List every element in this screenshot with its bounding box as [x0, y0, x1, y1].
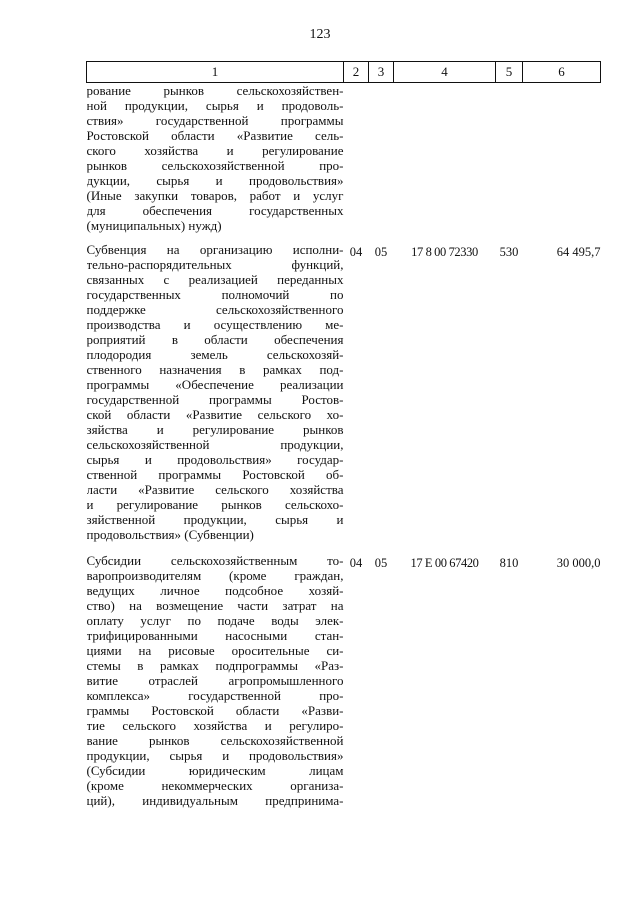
description-line: и регулирование рынков сельскохо- [86, 497, 344, 512]
subsection-code [369, 83, 394, 243]
row-description [87, 83, 344, 243]
header-col-6: 6 [523, 62, 601, 83]
description-line: программы «Обеспечение реализации [86, 377, 344, 392]
description-line: оплату услуг по подаче воды элек- [86, 613, 344, 628]
description-line: сельскохозяйственной продукции, [86, 437, 344, 452]
description-line: связанных с реализацией переданных [86, 272, 344, 287]
description-line: поддержке сельскохозяйственного [86, 302, 344, 317]
header-col-5: 5 [496, 62, 523, 83]
description-line: (муниципальных) нужд) [86, 218, 222, 233]
description-line: тие сельского хозяйства и регулиро- [86, 718, 344, 733]
row-description [87, 553, 344, 808]
description-line: плодородия земель сельскохозяй- [86, 347, 344, 362]
description-line: для обеспечения государственных [86, 203, 344, 218]
description-line: ственной программы Ростовской об- [86, 467, 344, 482]
description-line: ской области «Развитие сельского хо- [86, 407, 344, 422]
description-line: ственного назначения в рамках под- [86, 362, 344, 377]
description-line: зяйства и регулирование рынков [86, 422, 344, 437]
description-line: ласти «Развитие сельского хозяйства [86, 482, 344, 497]
description-line: ского хозяйства и регулирование [86, 143, 344, 158]
description-line: продовольствия» (Субвенции) [86, 527, 254, 542]
header-col-1: 1 [87, 62, 344, 83]
description-line: комплекса» государственной про- [86, 688, 344, 703]
description-line: Субсидии сельскохозяйственным то- [86, 553, 344, 568]
section-code [344, 83, 369, 243]
subsection-code: 05 [374, 245, 388, 259]
budget-table [86, 61, 601, 808]
description-line: варопроизводителям (кроме граждан, [86, 568, 344, 583]
description-line: продукции, сырья и продовольствия» [86, 748, 344, 763]
description-line: производства и осуществлению ме- [86, 317, 344, 332]
section-code: 04 [349, 245, 363, 259]
description-line: трифицированными насосными стан- [86, 628, 344, 643]
description-line: роприятий в области обеспечения [86, 332, 344, 347]
description-line: Ростовской области «Развитие сель- [86, 128, 344, 143]
target-article-code: 17 8 00 72330 [411, 245, 478, 259]
expense-type-code: 530 [499, 245, 519, 259]
expense-type-code: 810 [499, 556, 519, 570]
header-col-3: 3 [369, 62, 394, 83]
header-col-4: 4 [394, 62, 496, 83]
description-line: государственных полномочий по [86, 287, 344, 302]
description-line: Субвенция на организацию исполни- [86, 242, 344, 257]
description-line: рынков сельскохозяйственной про- [86, 158, 344, 173]
description-line: (Субсидии юридическим лицам [86, 763, 344, 778]
description-line: вание рынков сельскохозяйственной [86, 733, 344, 748]
description-line: зяйственной продукции, сырья и [86, 512, 344, 527]
description-line: государственной программы Ростов- [86, 392, 344, 407]
amount: 64 495,7 [556, 245, 601, 259]
expense-type-code [496, 83, 523, 243]
description-line: стемы в рамках подпрограммы «Раз- [86, 658, 344, 673]
row-description [87, 242, 344, 553]
table-header-row [87, 62, 601, 83]
description-line: ной продукции, сырья и продоволь- [86, 98, 344, 113]
amount [523, 83, 601, 243]
target-article-code [394, 83, 496, 243]
description-line: ведущих личное подсобное хозяй- [86, 583, 344, 598]
section-code: 04 [349, 556, 363, 570]
table-row [87, 242, 601, 553]
description-line: (Иные закупки товаров, работ и услуг [86, 188, 344, 203]
table-row [87, 83, 601, 243]
description-line: рование рынков сельскохозяйствен- [86, 83, 344, 98]
description-line: ствия» государственной программы [86, 113, 344, 128]
description-line: тельно-распорядительных функций, [86, 257, 344, 272]
subsection-code: 05 [374, 556, 388, 570]
page-number: 123 [309, 27, 331, 42]
description-line: дукции, сырья и продовольствия» [86, 173, 344, 188]
description-line: ций), индивидуальным предпринима- [86, 793, 344, 808]
description-line: (кроме некоммерческих организа- [86, 778, 344, 793]
description-line: витие отраслей агропромышленного [86, 673, 344, 688]
description-line: ство) на возмещение части затрат на [86, 598, 344, 613]
table-row [87, 553, 601, 808]
header-col-2: 2 [344, 62, 369, 83]
description-line: сырья и продовольствия» государ- [86, 452, 344, 467]
description-line: граммы Ростовской области «Разви- [86, 703, 344, 718]
target-article-code: 17 Е 00 67420 [410, 556, 479, 570]
description-line: циями на рисовые оросительные си- [86, 643, 344, 658]
amount: 30 000,0 [556, 556, 601, 570]
